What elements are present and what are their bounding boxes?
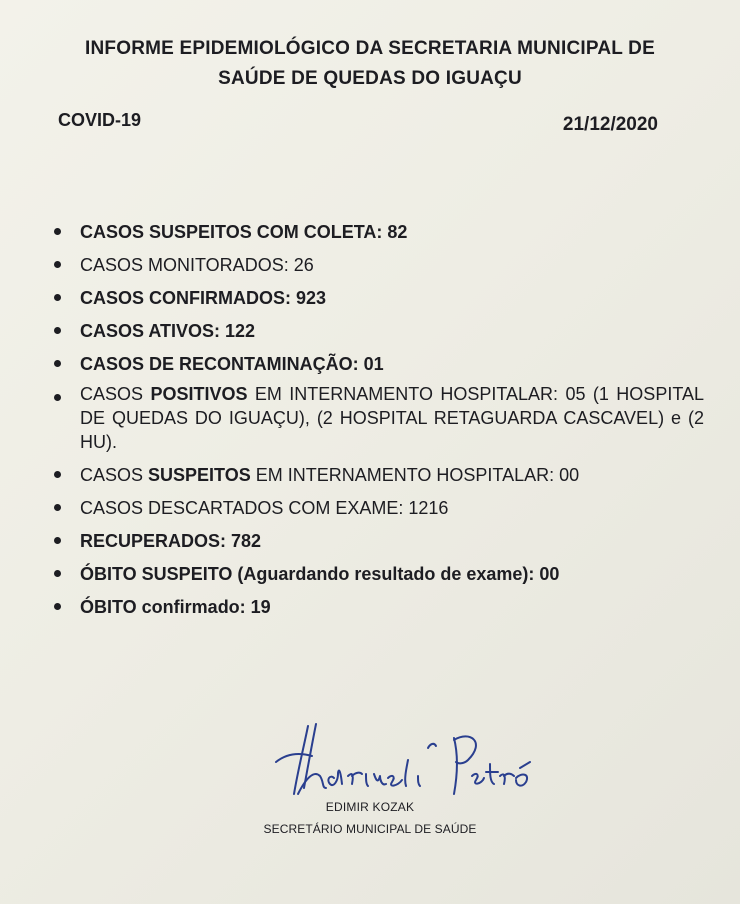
handwritten-signature xyxy=(268,718,538,800)
list-item xyxy=(44,463,704,487)
list-item xyxy=(44,529,704,553)
item-text: ÓBITO SUSPEITO (Aguardando resultado de exame): 00 xyxy=(80,564,560,584)
item-text: RECUPERADOS: 782 xyxy=(80,531,262,551)
bullet-icon xyxy=(54,504,61,511)
item-text: CASOS DESCARTADOS COM EXAME: 1216 xyxy=(80,498,449,518)
bullet-icon xyxy=(54,261,61,268)
item-text: CASOS ATIVOS: 122 xyxy=(80,321,256,341)
list-item xyxy=(44,382,704,454)
bullet-icon xyxy=(54,327,61,334)
item-text: CASOS SUSPEITOS COM COLETA: 82 xyxy=(80,222,408,242)
bullet-icon xyxy=(54,570,61,577)
bullet-icon xyxy=(54,294,61,301)
title-line-1: INFORME EPIDEMIOLÓGICO DA SECRETARIA MUNICIPAL DE xyxy=(85,38,655,59)
item-text-suffix: EM INTERNAMENTO HOSPITALAR: 05 (1 HOSPITAL DE QUEDAS DO IGUAÇU), (2 HOSPITAL RETAGUARDA CASCAVEL) e (2 HU). xyxy=(80,384,704,452)
signer-role: SECRETÁRIO MUNICIPAL DE SAÚDE xyxy=(263,822,477,836)
item-text: CASOS MONITORADOS: 26 xyxy=(80,255,314,275)
list-item xyxy=(44,595,704,619)
item-text-bold: SUSPEITOS xyxy=(148,465,251,485)
list-item xyxy=(44,496,704,520)
bullet-icon xyxy=(54,360,61,367)
item-text: CASOS DE RECONTAMINAÇÃO: 01 xyxy=(80,354,384,374)
bullet-icon xyxy=(54,603,61,610)
case-list xyxy=(44,220,704,628)
report-date: 21/12/2020 xyxy=(562,114,658,135)
item-text: CASOS CONFIRMADOS: 923 xyxy=(80,288,327,308)
list-item xyxy=(44,286,704,310)
bullet-icon xyxy=(54,537,61,544)
covid-label: COVID-19 xyxy=(58,110,142,130)
item-text-bold: POSITIVOS xyxy=(150,384,248,404)
list-item xyxy=(44,352,704,376)
bullet-icon xyxy=(54,471,61,478)
list-item xyxy=(44,220,704,244)
list-item xyxy=(44,253,704,277)
item-text-suffix: EM INTERNAMENTO HOSPITALAR: 00 xyxy=(250,465,580,485)
list-item xyxy=(44,319,704,343)
item-text-prefix: CASOS xyxy=(80,465,149,485)
document-title xyxy=(40,34,700,94)
list-item xyxy=(44,562,704,586)
item-text-prefix: CASOS xyxy=(80,384,151,404)
item-text: ÓBITO confirmado: 19 xyxy=(80,597,271,617)
title-line-2: SAÚDE DE QUEDAS DO IGUAÇU xyxy=(218,68,522,89)
bullet-icon xyxy=(54,394,61,401)
bullet-icon xyxy=(54,228,61,235)
signer-name: EDIMIR KOZAK xyxy=(325,800,415,814)
